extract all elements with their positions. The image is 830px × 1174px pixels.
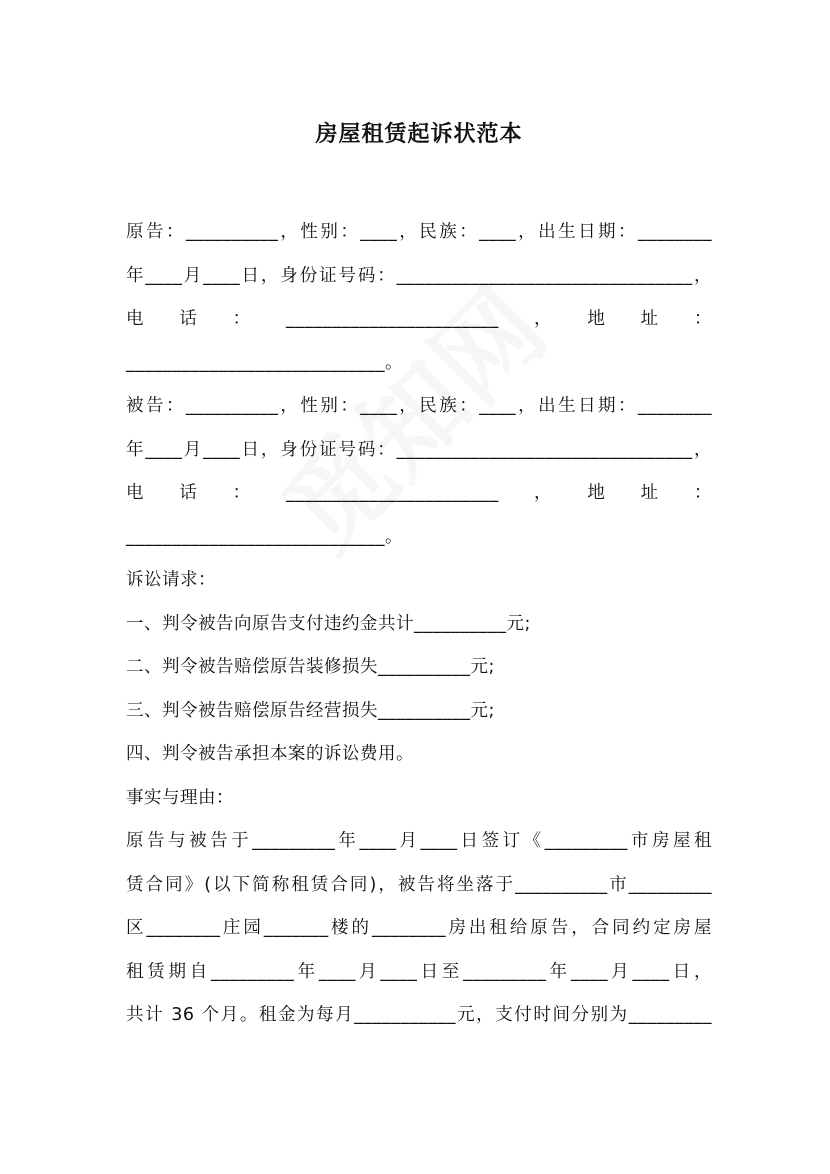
defendant-info-line: 被告：__________，性别：____，民族：____，出生日期：________	[126, 396, 712, 416]
address-label-char: 址	[640, 483, 659, 503]
facts-heading: 事实与理由：	[126, 787, 234, 808]
phone-label-char: 电	[126, 483, 144, 503]
phone-label-char: 话	[179, 309, 198, 329]
claim-item: 四、判令被告承担本案的诉讼费用。	[126, 744, 414, 764]
facts-line: 原告与被告于_________年____月____日签订《_________市房屋租	[126, 831, 712, 851]
facts-line: 共计 36 个月。租金为每月___________元，支付时间分别为_________	[126, 1005, 712, 1025]
claim-item: 三、判令被告赔偿原告经营损失__________元;	[126, 700, 495, 721]
comma: ，	[534, 309, 552, 329]
plaintiff-phone-address-line	[126, 298, 712, 342]
plaintiff-birth-id-line: 年____月____日，身份证号码：________________________________，	[126, 265, 712, 286]
plaintiff-address-blank-line: ____________________________。	[126, 352, 403, 373]
claim-item: 二、判令被告赔偿原告装修损失__________元;	[126, 657, 495, 677]
phone-blank: _______________________	[285, 483, 499, 503]
defendant-address-blank-line: ____________________________。	[126, 526, 403, 547]
address-label-colon: ：	[693, 483, 712, 503]
phone-label-char: 电	[126, 309, 144, 329]
phone-label-colon: ：	[232, 309, 251, 329]
phone-label-char: 话	[179, 483, 198, 503]
defendant-phone-address-line	[126, 472, 712, 516]
plaintiff-info-line: 原告：__________，性别：____，民族：____，出生日期：________	[126, 222, 712, 242]
claim-item: 一、判令被告向原告支付违约金共计__________元;	[126, 613, 531, 634]
address-label-char: 址	[640, 309, 659, 329]
phone-blank: _______________________	[285, 309, 499, 329]
facts-line: 区________庄园_______楼的________房出租给原告，合同约定房屋	[126, 918, 712, 938]
phone-label-colon: ：	[232, 483, 251, 503]
comma: ，	[534, 483, 552, 503]
document-body	[126, 211, 712, 1038]
claims-heading: 诉讼请求：	[126, 570, 216, 590]
address-label-colon: ：	[693, 309, 712, 329]
defendant-birth-id-line: 年____月____日，身份证号码：________________________________，	[126, 439, 712, 460]
document-title: 房屋租赁起诉状范本	[315, 122, 523, 147]
address-label-char: 地	[587, 483, 606, 503]
address-label-char: 地	[587, 309, 606, 329]
facts-line: 赁合同》(以下简称租赁合同)，被告将坐落于__________市_________	[126, 874, 712, 895]
facts-line: 租赁期自_________年____月____日至_________年____月____日，	[126, 961, 712, 982]
